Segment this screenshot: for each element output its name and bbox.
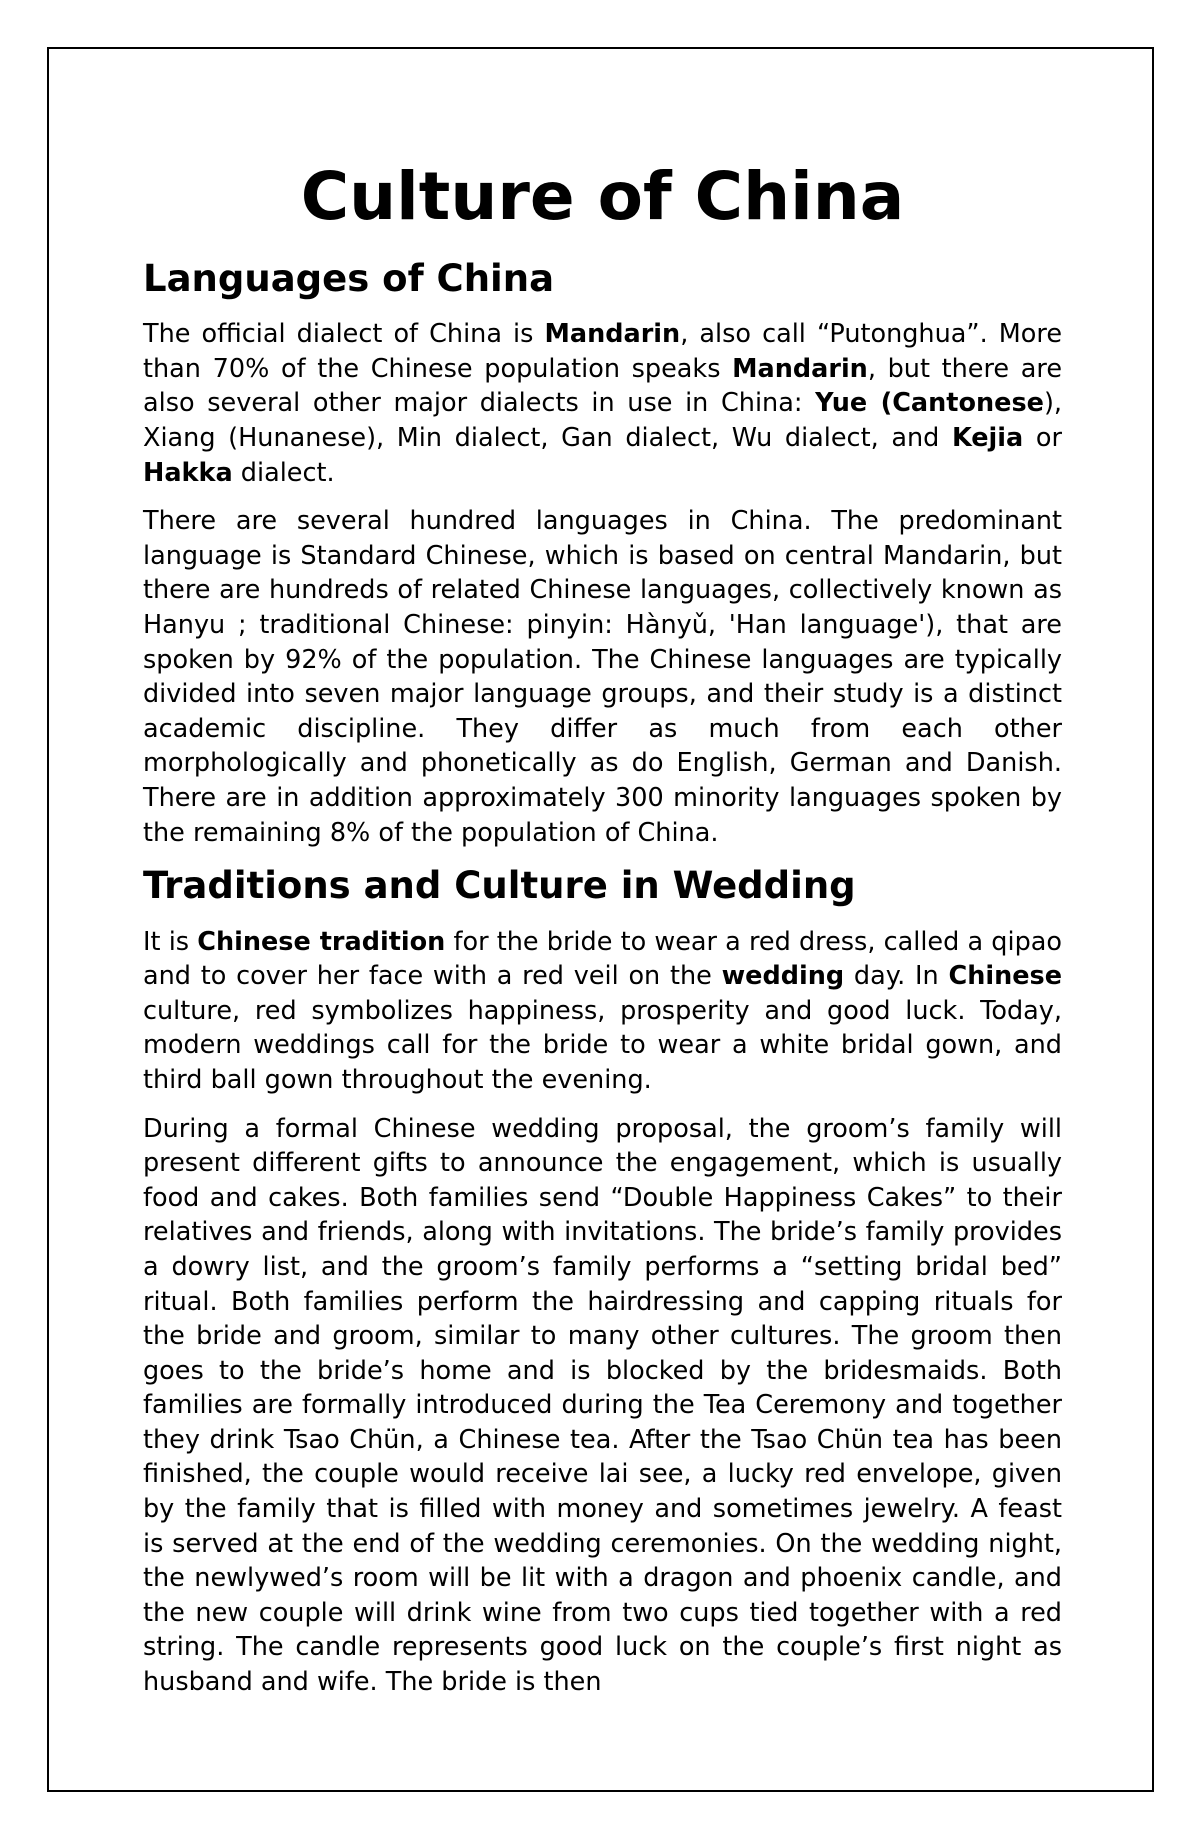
bold-text: Chinese [948, 961, 1063, 992]
text-run: It is [143, 926, 198, 957]
text-run: day. In [844, 961, 949, 992]
bold-text: Hakka [143, 457, 233, 488]
bold-text: Chinese tradition [197, 926, 446, 957]
text-run: During a formal Chinese wedding proposal, the groom’s family will present different gifts to announce the engagement, which is usually food and cakes. Both families send “Double Happiness Cakes” to their relatives and friends, along with invitations. The bride’s family provides a dowry list, and the groom’s family performs a “setting bridal bed” ritual. Both families perform the hairdressing and capping rituals for the bride and groom, similar to many other cultures. The groom then goes to the bride’s home and is blocked by the bridesmaids. Both families are formally introduced during the Tea Ceremony and together they drink Tsao Chün, a Chinese tea. After the Tsao Chün tea has been finished, the couple would receive lai see, a lucky red envelope, given by the family that is filled with money and sometimes jewelry. A feast is served at the end of the wedding ceremonies. On the wedding night, the newlywed’s room will be lit with a dragon and phoenix candle, and the new couple will drink wine from two cups tied together with a red string. The candle represents good luck on the couple’s first night as husband and wife. The bride is then [143, 1113, 1062, 1698]
document-body [143, 159, 1062, 1714]
text-run: There are several hundred languages in China. The predominant language is Standard Chinese, which is based on central Mandarin, but there are hundreds of related Chinese languages, collectively known as Hanyu ; traditional Chinese: pinyin: Hànyǔ, 'Han language'), that are spoken by 92% of the population. The Chinese languages are typically divided into seven major language groups, and their study is a distinct academic discipline. They differ as much from each other morphologically and phonetically as do English, German and Danish. There are in addition approximately 300 minority languages spoken by the remaining 8% of the population of China. [143, 506, 1062, 848]
text-run: dialect. [232, 457, 335, 488]
text-run: , also call “Putonghua”. More than 70% of the Chinese population speaks [143, 319, 1063, 384]
bold-text: Mandarin [544, 319, 681, 350]
paragraph [143, 925, 1062, 1098]
bold-text: Mandarin [732, 353, 868, 384]
section-heading-languages: Languages of China [143, 256, 555, 300]
text-run: or [1023, 423, 1062, 454]
text-run: for the bride to wear a red dress, called a qipao and to cover her face with a red veil on the [143, 926, 1062, 992]
bold-text: Kejia [951, 423, 1024, 454]
paragraph [143, 1112, 1062, 1700]
text-run: The official dialect of China is [143, 319, 545, 350]
text-run: culture, red symbolizes happiness, prosperity and good luck. Today, modern weddings call for the bride to wear a white bridal gown, and third ball gown throughout the evening. [143, 995, 1062, 1095]
paragraph [143, 317, 1062, 490]
document-title: Culture of China [300, 158, 905, 235]
text-run: , but there are also several other major dialects in use in China: [143, 353, 1063, 419]
page-frame [47, 47, 1154, 1792]
section-heading-wedding: Traditions and Culture in Wedding [143, 864, 856, 908]
bold-text: wedding [721, 961, 845, 992]
bold-text: Yue (Cantonese [815, 388, 1044, 419]
paragraph [143, 504, 1062, 850]
text-run: ), Xiang (Hunanese), Min dialect, Gan dialect, Wu dialect, and [143, 388, 1062, 454]
